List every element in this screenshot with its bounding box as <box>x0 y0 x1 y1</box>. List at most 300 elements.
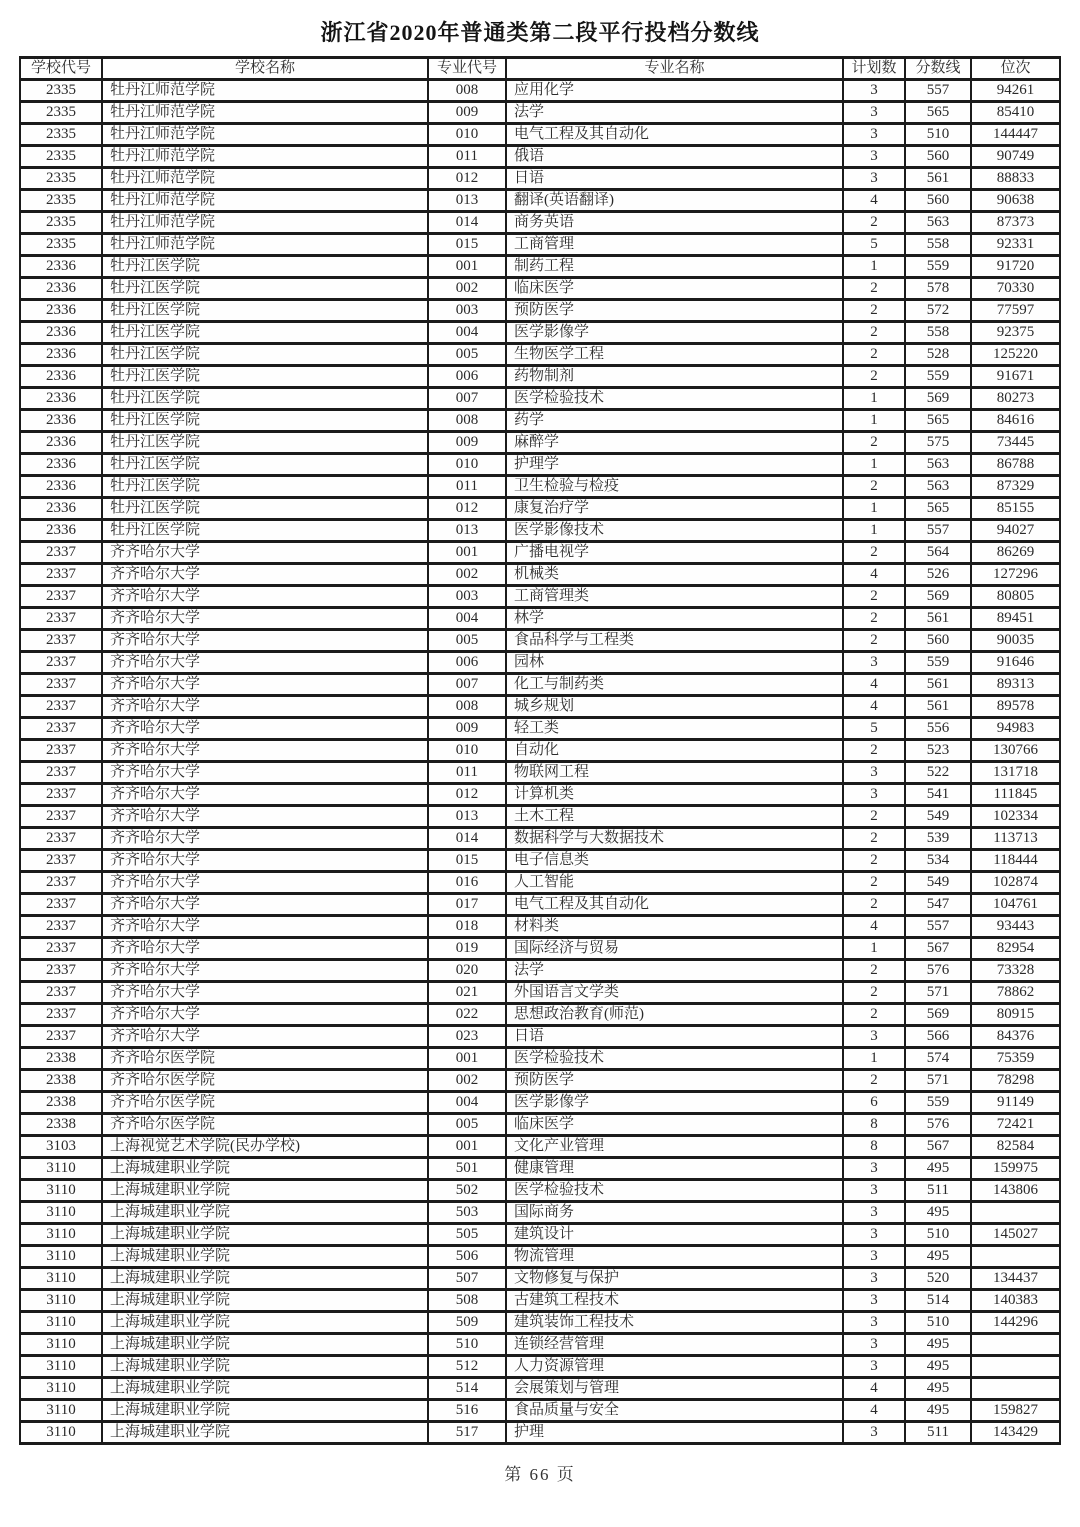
cell-plan-count: 3 <box>843 1422 905 1444</box>
table-row <box>20 1026 1060 1048</box>
cell-score-line: 576 <box>905 960 971 982</box>
cell-major-code: 002 <box>428 278 506 300</box>
table-row <box>20 520 1060 542</box>
cell-major-code: 505 <box>428 1224 506 1246</box>
cell-plan-count: 3 <box>843 1290 905 1312</box>
cell-rank: 82584 <box>971 1136 1060 1158</box>
cell-school-code: 2338 <box>20 1048 102 1070</box>
cell-major-name: 预防医学 <box>506 1070 843 1092</box>
cell-major-code: 010 <box>428 454 506 476</box>
cell-rank: 80805 <box>971 586 1060 608</box>
cell-major-name: 药物制剂 <box>506 366 843 388</box>
cell-major-code: 516 <box>428 1400 506 1422</box>
cell-major-code: 003 <box>428 586 506 608</box>
cell-school-name: 牡丹江医学院 <box>102 520 428 542</box>
cell-school-name: 齐齐哈尔大学 <box>102 872 428 894</box>
cell-major-name: 卫生检验与检疫 <box>506 476 843 498</box>
cell-school-name: 牡丹江医学院 <box>102 344 428 366</box>
cell-major-code: 003 <box>428 300 506 322</box>
table-row <box>20 916 1060 938</box>
table-row <box>20 828 1060 850</box>
cell-score-line: 522 <box>905 762 971 784</box>
cell-school-name: 牡丹江师范学院 <box>102 146 428 168</box>
table-row <box>20 1070 1060 1092</box>
cell-school-code: 2336 <box>20 432 102 454</box>
table-row <box>20 784 1060 806</box>
cell-school-code: 2337 <box>20 630 102 652</box>
cell-plan-count: 1 <box>843 498 905 520</box>
cell-score-line: 565 <box>905 498 971 520</box>
cell-school-code: 2335 <box>20 212 102 234</box>
cell-plan-count: 2 <box>843 542 905 564</box>
cell-major-name: 连锁经营管理 <box>506 1334 843 1356</box>
table-row <box>20 1004 1060 1026</box>
cell-school-code: 2335 <box>20 190 102 212</box>
cell-rank: 91646 <box>971 652 1060 674</box>
cell-school-name: 牡丹江医学院 <box>102 322 428 344</box>
cell-school-code: 2337 <box>20 1026 102 1048</box>
table-row <box>20 872 1060 894</box>
cell-major-name: 麻醉学 <box>506 432 843 454</box>
cell-school-name: 齐齐哈尔大学 <box>102 586 428 608</box>
cell-rank: 92331 <box>971 234 1060 256</box>
cell-school-code: 2336 <box>20 300 102 322</box>
cell-score-line: 549 <box>905 872 971 894</box>
cell-school-name: 齐齐哈尔大学 <box>102 608 428 630</box>
cell-school-name: 齐齐哈尔大学 <box>102 696 428 718</box>
table-row <box>20 1114 1060 1136</box>
cell-school-code: 2337 <box>20 740 102 762</box>
cell-plan-count: 2 <box>843 850 905 872</box>
cell-major-name: 制药工程 <box>506 256 843 278</box>
cell-score-line: 557 <box>905 916 971 938</box>
cell-rank: 127296 <box>971 564 1060 586</box>
cell-plan-count: 5 <box>843 234 905 256</box>
cell-plan-count: 1 <box>843 454 905 476</box>
cell-school-code: 2337 <box>20 1004 102 1026</box>
cell-school-name: 上海城建职业学院 <box>102 1422 428 1444</box>
cell-major-code: 020 <box>428 960 506 982</box>
cell-major-name: 古建筑工程技术 <box>506 1290 843 1312</box>
cell-major-name: 国际经济与贸易 <box>506 938 843 960</box>
cell-score-line: 567 <box>905 938 971 960</box>
cell-rank: 91671 <box>971 366 1060 388</box>
cell-school-name: 齐齐哈尔大学 <box>102 542 428 564</box>
cell-rank <box>971 1334 1060 1356</box>
table-row <box>20 806 1060 828</box>
table-row <box>20 454 1060 476</box>
cell-score-line: 511 <box>905 1180 971 1202</box>
cell-rank <box>971 1202 1060 1224</box>
table-row <box>20 938 1060 960</box>
cell-school-code: 2337 <box>20 916 102 938</box>
table-row <box>20 1180 1060 1202</box>
cell-school-name: 牡丹江医学院 <box>102 476 428 498</box>
cell-plan-count: 2 <box>843 476 905 498</box>
cell-major-code: 015 <box>428 850 506 872</box>
cell-rank: 131718 <box>971 762 1060 784</box>
cell-school-name: 牡丹江医学院 <box>102 498 428 520</box>
table-row <box>20 410 1060 432</box>
cell-score-line: 495 <box>905 1158 971 1180</box>
cell-major-name: 文化产业管理 <box>506 1136 843 1158</box>
cell-major-code: 006 <box>428 366 506 388</box>
cell-score-line: 569 <box>905 586 971 608</box>
table-row <box>20 388 1060 410</box>
cell-rank: 84616 <box>971 410 1060 432</box>
cell-major-code: 013 <box>428 520 506 542</box>
cell-school-name: 齐齐哈尔大学 <box>102 828 428 850</box>
cell-rank <box>971 1356 1060 1378</box>
cell-score-line: 557 <box>905 80 971 102</box>
cell-score-line: 569 <box>905 1004 971 1026</box>
cell-school-name: 齐齐哈尔大学 <box>102 938 428 960</box>
cell-score-line: 541 <box>905 784 971 806</box>
table-row <box>20 696 1060 718</box>
table-row <box>20 278 1060 300</box>
cell-major-name: 轻工类 <box>506 718 843 740</box>
cell-rank: 80915 <box>971 1004 1060 1026</box>
cell-major-name: 康复治疗学 <box>506 498 843 520</box>
cell-plan-count: 3 <box>843 1334 905 1356</box>
cell-score-line: 510 <box>905 124 971 146</box>
cell-plan-count: 3 <box>843 784 905 806</box>
cell-rank: 85410 <box>971 102 1060 124</box>
cell-rank: 144447 <box>971 124 1060 146</box>
cell-major-name: 医学影像学 <box>506 322 843 344</box>
cell-score-line: 560 <box>905 630 971 652</box>
cell-score-line: 514 <box>905 1290 971 1312</box>
cell-major-code: 004 <box>428 1092 506 1114</box>
table-row <box>20 608 1060 630</box>
cell-major-name: 人工智能 <box>506 872 843 894</box>
cell-score-line: 556 <box>905 718 971 740</box>
table-row <box>20 762 1060 784</box>
cell-major-name: 翻译(英语翻译) <box>506 190 843 212</box>
cell-school-name: 上海城建职业学院 <box>102 1400 428 1422</box>
cell-major-code: 011 <box>428 762 506 784</box>
cell-school-name: 牡丹江医学院 <box>102 454 428 476</box>
cell-rank: 159827 <box>971 1400 1060 1422</box>
cell-rank: 89313 <box>971 674 1060 696</box>
cell-major-code: 004 <box>428 608 506 630</box>
cell-major-name: 食品科学与工程类 <box>506 630 843 652</box>
cell-school-code: 3110 <box>20 1422 102 1444</box>
cell-major-code: 517 <box>428 1422 506 1444</box>
cell-rank: 130766 <box>971 740 1060 762</box>
cell-major-code: 510 <box>428 1334 506 1356</box>
cell-score-line: 495 <box>905 1246 971 1268</box>
cell-score-line: 560 <box>905 190 971 212</box>
cell-major-code: 001 <box>428 1048 506 1070</box>
cell-school-code: 2336 <box>20 476 102 498</box>
cell-school-code: 2337 <box>20 784 102 806</box>
cell-plan-count: 2 <box>843 278 905 300</box>
cell-score-line: 569 <box>905 388 971 410</box>
cell-school-code: 3110 <box>20 1246 102 1268</box>
cell-score-line: 558 <box>905 234 971 256</box>
cell-school-code: 3103 <box>20 1136 102 1158</box>
cell-rank: 111845 <box>971 784 1060 806</box>
cell-school-name: 齐齐哈尔大学 <box>102 982 428 1004</box>
cell-score-line: 547 <box>905 894 971 916</box>
cell-rank: 91149 <box>971 1092 1060 1114</box>
cell-plan-count: 3 <box>843 1312 905 1334</box>
cell-major-name: 医学检验技术 <box>506 1048 843 1070</box>
cell-rank: 94027 <box>971 520 1060 542</box>
table-row <box>20 674 1060 696</box>
cell-major-name: 医学影像技术 <box>506 520 843 542</box>
cell-school-name: 牡丹江医学院 <box>102 256 428 278</box>
cell-rank: 93443 <box>971 916 1060 938</box>
cell-major-code: 009 <box>428 718 506 740</box>
cell-score-line: 565 <box>905 410 971 432</box>
cell-major-code: 507 <box>428 1268 506 1290</box>
cell-score-line: 564 <box>905 542 971 564</box>
cell-major-code: 011 <box>428 476 506 498</box>
header-cell: 学校名称 <box>102 58 428 80</box>
table-row <box>20 1422 1060 1444</box>
cell-school-code: 2337 <box>20 894 102 916</box>
cell-major-name: 食品质量与安全 <box>506 1400 843 1422</box>
cell-school-name: 上海城建职业学院 <box>102 1180 428 1202</box>
cell-major-code: 014 <box>428 828 506 850</box>
cell-school-code: 2337 <box>20 674 102 696</box>
table-row <box>20 300 1060 322</box>
cell-score-line: 528 <box>905 344 971 366</box>
cell-school-code: 2335 <box>20 146 102 168</box>
cell-plan-count: 2 <box>843 432 905 454</box>
cell-major-name: 物联网工程 <box>506 762 843 784</box>
cell-rank: 102874 <box>971 872 1060 894</box>
cell-rank: 91720 <box>971 256 1060 278</box>
page-footer: 第 66 页 <box>504 1465 576 1484</box>
cell-school-code: 2337 <box>20 564 102 586</box>
cell-plan-count: 4 <box>843 564 905 586</box>
cell-major-code: 010 <box>428 740 506 762</box>
cell-major-code: 015 <box>428 234 506 256</box>
cell-school-name: 牡丹江医学院 <box>102 300 428 322</box>
cell-score-line: 578 <box>905 278 971 300</box>
table-row <box>20 146 1060 168</box>
cell-school-code: 2336 <box>20 366 102 388</box>
cell-plan-count: 4 <box>843 190 905 212</box>
cell-school-code: 2337 <box>20 696 102 718</box>
cell-major-code: 509 <box>428 1312 506 1334</box>
cell-school-name: 齐齐哈尔大学 <box>102 1026 428 1048</box>
cell-school-name: 齐齐哈尔大学 <box>102 674 428 696</box>
score-table <box>19 56 1061 1445</box>
cell-score-line: 563 <box>905 476 971 498</box>
cell-major-name: 国际商务 <box>506 1202 843 1224</box>
table-row <box>20 102 1060 124</box>
cell-major-name: 电气工程及其自动化 <box>506 894 843 916</box>
table-row <box>20 850 1060 872</box>
cell-plan-count: 2 <box>843 872 905 894</box>
cell-school-code: 2338 <box>20 1070 102 1092</box>
cell-major-name: 城乡规划 <box>506 696 843 718</box>
cell-score-line: 539 <box>905 828 971 850</box>
cell-rank: 145027 <box>971 1224 1060 1246</box>
cell-major-code: 010 <box>428 124 506 146</box>
cell-score-line: 565 <box>905 102 971 124</box>
cell-rank: 82954 <box>971 938 1060 960</box>
cell-major-code: 508 <box>428 1290 506 1312</box>
cell-rank: 89578 <box>971 696 1060 718</box>
cell-school-name: 齐齐哈尔大学 <box>102 740 428 762</box>
cell-score-line: 558 <box>905 322 971 344</box>
header-cell: 位次 <box>971 58 1060 80</box>
cell-major-code: 012 <box>428 498 506 520</box>
cell-rank: 87329 <box>971 476 1060 498</box>
table-row <box>20 740 1060 762</box>
cell-major-code: 009 <box>428 102 506 124</box>
cell-score-line: 511 <box>905 1422 971 1444</box>
cell-major-code: 004 <box>428 322 506 344</box>
cell-plan-count: 3 <box>843 1246 905 1268</box>
cell-major-code: 006 <box>428 652 506 674</box>
cell-plan-count: 2 <box>843 806 905 828</box>
cell-major-name: 人力资源管理 <box>506 1356 843 1378</box>
cell-major-code: 012 <box>428 784 506 806</box>
table-row <box>20 1378 1060 1400</box>
cell-rank: 140383 <box>971 1290 1060 1312</box>
cell-plan-count: 3 <box>843 168 905 190</box>
cell-rank: 78298 <box>971 1070 1060 1092</box>
cell-score-line: 523 <box>905 740 971 762</box>
cell-rank: 90035 <box>971 630 1060 652</box>
table-row <box>20 432 1060 454</box>
table-row <box>20 960 1060 982</box>
table-row <box>20 982 1060 1004</box>
cell-score-line: 495 <box>905 1378 971 1400</box>
cell-major-name: 应用化学 <box>506 80 843 102</box>
table-row <box>20 498 1060 520</box>
cell-major-code: 008 <box>428 80 506 102</box>
cell-major-name: 临床医学 <box>506 278 843 300</box>
cell-plan-count: 2 <box>843 366 905 388</box>
cell-rank: 73445 <box>971 432 1060 454</box>
cell-school-code: 2337 <box>20 762 102 784</box>
cell-major-code: 013 <box>428 190 506 212</box>
cell-plan-count: 1 <box>843 520 905 542</box>
header-row <box>20 58 1060 80</box>
cell-major-code: 017 <box>428 894 506 916</box>
table-row <box>20 630 1060 652</box>
cell-major-code: 002 <box>428 1070 506 1092</box>
header-cell: 专业名称 <box>506 58 843 80</box>
cell-score-line: 510 <box>905 1224 971 1246</box>
cell-rank: 90749 <box>971 146 1060 168</box>
cell-school-name: 牡丹江医学院 <box>102 432 428 454</box>
table-row <box>20 80 1060 102</box>
cell-plan-count: 3 <box>843 1202 905 1224</box>
cell-score-line: 559 <box>905 256 971 278</box>
cell-rank: 88833 <box>971 168 1060 190</box>
cell-school-code: 2337 <box>20 982 102 1004</box>
cell-school-name: 齐齐哈尔医学院 <box>102 1048 428 1070</box>
cell-score-line: 534 <box>905 850 971 872</box>
cell-school-code: 2336 <box>20 454 102 476</box>
cell-score-line: 495 <box>905 1356 971 1378</box>
cell-plan-count: 2 <box>843 960 905 982</box>
cell-major-name: 预防医学 <box>506 300 843 322</box>
cell-plan-count: 8 <box>843 1114 905 1136</box>
cell-major-name: 医学影像学 <box>506 1092 843 1114</box>
cell-plan-count: 3 <box>843 1026 905 1048</box>
cell-rank: 80273 <box>971 388 1060 410</box>
table-row <box>20 256 1060 278</box>
cell-school-code: 2337 <box>20 608 102 630</box>
cell-score-line: 559 <box>905 1092 971 1114</box>
cell-major-name: 俄语 <box>506 146 843 168</box>
cell-score-line: 560 <box>905 146 971 168</box>
cell-school-name: 齐齐哈尔大学 <box>102 850 428 872</box>
cell-rank: 86269 <box>971 542 1060 564</box>
table-row <box>20 652 1060 674</box>
cell-score-line: 571 <box>905 982 971 1004</box>
cell-score-line: 510 <box>905 1312 971 1334</box>
table-row <box>20 1400 1060 1422</box>
cell-school-name: 上海城建职业学院 <box>102 1268 428 1290</box>
cell-plan-count: 5 <box>843 718 905 740</box>
cell-school-code: 2335 <box>20 102 102 124</box>
cell-school-code: 2336 <box>20 322 102 344</box>
cell-school-code: 2335 <box>20 234 102 256</box>
cell-rank: 84376 <box>971 1026 1060 1048</box>
table-row <box>20 1246 1060 1268</box>
table-row <box>20 124 1060 146</box>
cell-rank: 144296 <box>971 1312 1060 1334</box>
cell-rank: 125220 <box>971 344 1060 366</box>
cell-score-line: 567 <box>905 1136 971 1158</box>
cell-school-code: 2337 <box>20 652 102 674</box>
header-cell: 专业代号 <box>428 58 506 80</box>
cell-school-name: 齐齐哈尔大学 <box>102 564 428 586</box>
cell-major-name: 园林 <box>506 652 843 674</box>
cell-school-name: 齐齐哈尔大学 <box>102 806 428 828</box>
cell-school-name: 牡丹江师范学院 <box>102 168 428 190</box>
cell-school-name: 上海城建职业学院 <box>102 1224 428 1246</box>
table-row <box>20 542 1060 564</box>
cell-score-line: 549 <box>905 806 971 828</box>
cell-plan-count: 3 <box>843 652 905 674</box>
cell-rank: 94983 <box>971 718 1060 740</box>
table-row <box>20 1048 1060 1070</box>
cell-school-code: 2337 <box>20 718 102 740</box>
cell-rank: 143806 <box>971 1180 1060 1202</box>
cell-school-code: 2337 <box>20 542 102 564</box>
cell-major-code: 014 <box>428 212 506 234</box>
table-row <box>20 190 1060 212</box>
cell-major-name: 数据科学与大数据技术 <box>506 828 843 850</box>
cell-major-code: 512 <box>428 1356 506 1378</box>
cell-school-code: 2337 <box>20 806 102 828</box>
cell-major-code: 502 <box>428 1180 506 1202</box>
cell-school-code: 2338 <box>20 1114 102 1136</box>
cell-rank: 102334 <box>971 806 1060 828</box>
cell-major-name: 材料类 <box>506 916 843 938</box>
table-body <box>20 80 1060 1444</box>
cell-plan-count: 2 <box>843 212 905 234</box>
table-row <box>20 476 1060 498</box>
cell-school-code: 3110 <box>20 1158 102 1180</box>
cell-rank: 85155 <box>971 498 1060 520</box>
cell-plan-count: 1 <box>843 938 905 960</box>
cell-plan-count: 1 <box>843 1048 905 1070</box>
cell-rank <box>971 1378 1060 1400</box>
cell-rank: 87373 <box>971 212 1060 234</box>
